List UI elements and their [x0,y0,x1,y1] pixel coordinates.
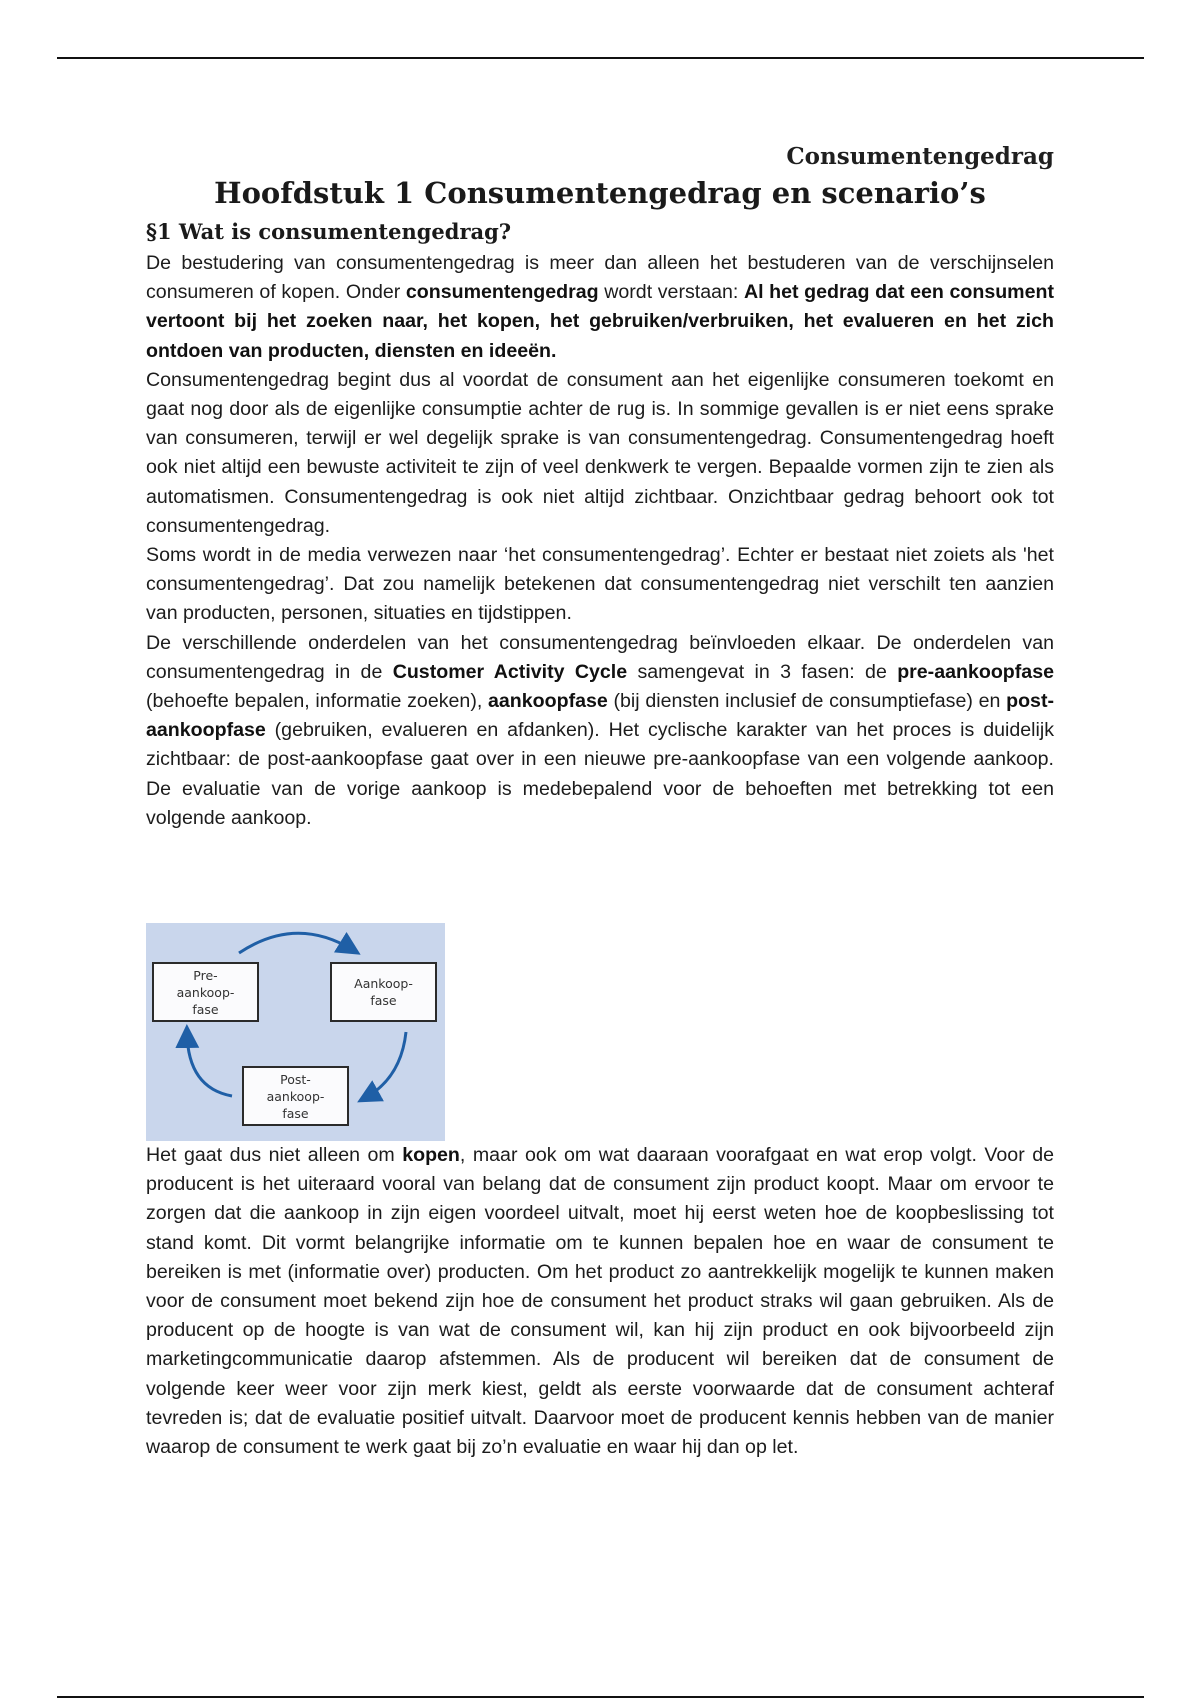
bottom-rule [57,1696,1144,1698]
top-rule [57,57,1144,59]
paragraph-kopen: Het gaat dus niet alleen om kopen, maar ook om wat daaraan voorafgaat en wat erop volgt. Voor de producent is het uiteraard vooral van belang dat de consument zijn product koopt. Maar om ervoor te zorgen dat die aankoop in zijn eigen voordeel uitvalt, moet hij eerst weten hoe de koopbeslissing tot stand komt. Dit vormt belangrijke informatie om te kunnen bepalen hoe en waar de consument te bereiken is met (informatie over) producten. Om het product zo aantrekkelijk mogelijk te kunnen maken voor de consument moet bekend zijn hoe de consument het product straks wil gaan gebruiken. Als de producent op de hoogte is van wat de consument wil, kan hij zijn product en ook bijvoorbeeld zijn marketingcommunicatie daarop afstemmen. Als de producent wil bereiken dat de consument de volgende keer weer voor zijn merk kiest, geldt als eerste voorwaarde dat de consument achteraf tevreden is; dat de evaluatie positief uitvalt. Daarvoor moet de producent kennis hebben van de manier waarop de consument te werk gaat bij zo’n evaluatie en waar hij dan op let. [146,1144,1054,1459]
body-text-block-2 [146,1141,1054,1462]
arrow-post-to-pre [187,1033,232,1096]
customer-activity-cycle-diagram [146,923,445,1141]
box-post-aankoopfase: Post-aankoop-fase [242,1066,349,1126]
paragraph-definition: De bestudering van consumentengedrag is meer dan alleen het bestuderen van de verschijnselen consumeren of kopen. Onder consumentengedrag wordt verstaan: Al het gedrag dat een consument vertoont bij het zoeken naar, het kopen, het gebruiken/verbruiken, het evalueren en het zich ontdoen van producten, diensten en ideeën. [146,252,1054,362]
bold-term-cac: Customer Activity Cycle [392,660,628,683]
bold-definition: Al het gedrag dat een consument vertoont bij het zoeken naar, het kopen, het gebruiken/verbruiken, het evalueren en het zich ontdoen van producten, diensten en ideeën. [146,281,1054,362]
bold-term-consumentengedrag: consumentengedrag [405,281,599,304]
bold-term-pre: pre-aankoopfase [897,660,1054,683]
box-aankoopfase: Aankoop-fase [330,962,437,1022]
arrow-pre-to-aankoop [239,933,353,953]
bold-term-aankoop: aankoopfase [488,690,608,713]
paragraph-cycle: De verschillende onderdelen van het consumentengedrag beïnvloeden elkaar. De onderdelen van consumentengedrag in de Customer Activity Cycle samengevat in 3 fasen: de pre-aankoopfase (behoefte bepalen, informatie zoeken), aankoopfase (bij diensten inclusief de consumptiefase) en post-aankoopfase (gebruiken, evalueren en afdanken). Het cyclische karakter van het proces is duidelijk zichtbaar: de post-aankoopfase gaat over in een nieuwe pre-aankoopfase van een volgende aankoop. De evaluatie van de vorige aankoop is medebepalend voor de behoeften met betrekking tot een volgende aankoop. [146,631,1054,829]
running-header: Consumentengedrag [786,143,1054,170]
box-pre-aankoopfase: Pre-aankoop-fase [152,962,259,1022]
section-title: §1 Wat is consumentengedrag? [146,219,512,244]
paragraph-media: Soms wordt in de media verwezen naar ‘het consumentengedrag’. Echter er bestaat niet zoiets als 'het consumentengedrag’. Dat zou namelijk betekenen dat consumentengedrag niet verschilt ten aanzien van producten, personen, situaties en tijdstippen. [146,544,1054,625]
arrow-aankoop-to-post [365,1032,406,1098]
paragraph-begin: Consumentengedrag begint dus al voordat de consument aan het eigenlijke consumeren toekomt en gaat nog door als de eigenlijke consumptie achter de rug is. In sommige gevallen is er niet eens sprake van consumeren, terwijl er wel degelijk sprake is van consumentengedrag. Consumentengedrag hoeft ook niet altijd een bewuste activiteit te zijn of veel denkwerk te vergen. Bepaalde vormen zijn te zien als automatismen. Consumentengedrag is ook niet altijd zichtbaar. Onzichtbaar gedrag behoort ook tot consumentengedrag. [146,368,1054,537]
body-text-block-1 [146,249,1054,833]
chapter-title: Hoofdstuk 1 Consumentengedrag en scenario’s [214,176,986,210]
bold-term-post: post-aankoopfase [146,690,1054,742]
bold-term-kopen: kopen [402,1144,460,1166]
